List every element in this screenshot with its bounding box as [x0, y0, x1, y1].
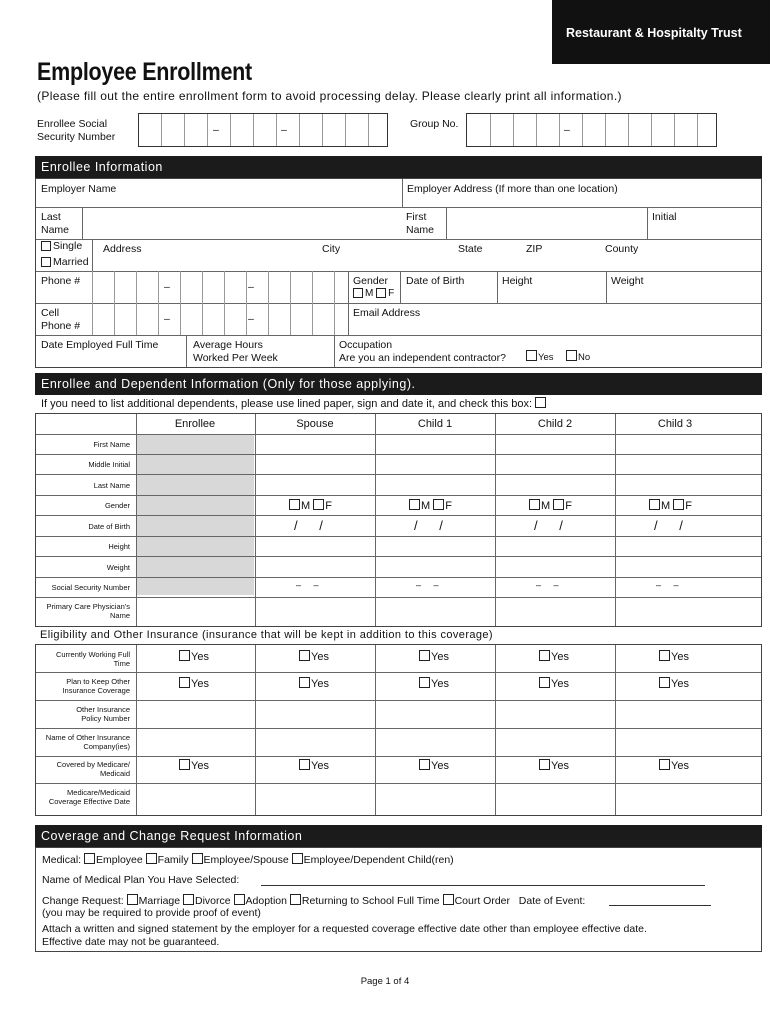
yes-checkbox[interactable]: Yes	[419, 759, 449, 772]
col-enrollee: Enrollee	[174, 418, 216, 430]
eligibility-table	[35, 644, 762, 816]
dependent-table	[35, 413, 762, 627]
spouse-ssn[interactable]: – –	[296, 580, 319, 590]
dependents-note: If you need to list additional dependents, please use lined paper, sign and date it, and check this box:	[41, 397, 547, 411]
change-marriage[interactable]: Marriage	[127, 895, 180, 907]
avg-hours-label: Average Hours Worked Per Week	[193, 339, 278, 364]
event-date-line[interactable]	[609, 905, 711, 906]
employer-address-label: Employer Address (If more than one location)	[407, 183, 618, 195]
medical-employee-children[interactable]: Employee/Dependent Child(ren)	[292, 854, 454, 866]
cell-dash: –	[164, 313, 170, 325]
group-dash: –	[564, 124, 570, 136]
spouse-dob[interactable]: / /	[294, 518, 323, 533]
row-height: Height	[108, 542, 130, 551]
row-middle-initial: Middle Initial	[88, 460, 130, 469]
child3-ssn[interactable]: – –	[656, 580, 679, 590]
yes-checkbox[interactable]: Yes	[539, 759, 569, 772]
change-request-row: Change Request: Marriage Divorce Adoption Returning to School Full Time Court Order Date of Event:	[42, 895, 586, 907]
phone-dash: –	[248, 281, 254, 293]
first-name-label: First Name	[406, 211, 435, 236]
contractor-question: Are you an independent contractor?	[339, 352, 506, 364]
org-name: Restaurant & Hospitalty Trust	[566, 26, 742, 40]
yes-checkbox[interactable]: Yes	[179, 650, 209, 663]
row-first-name: First Name	[93, 440, 130, 449]
contractor-no[interactable]: No	[566, 350, 590, 364]
ssn-dash: –	[281, 124, 287, 136]
yes-checkbox[interactable]: Yes	[299, 677, 329, 690]
medical-employee[interactable]: Employee	[84, 854, 143, 866]
row-physician: Primary Care Physician's Name	[46, 602, 130, 620]
spouse-gender[interactable]: M F	[289, 499, 332, 512]
page-number: Page 1 of 4	[360, 976, 410, 987]
row-keep-other-insurance: Plan to Keep Other Insurance Coverage	[62, 677, 130, 695]
page-subtitle: (Please fill out the entire enrollment form to avoid processing delay. Please clearly print all information.)	[37, 89, 622, 103]
yes-checkbox[interactable]: Yes	[659, 650, 689, 663]
phone-dash: –	[164, 281, 170, 293]
medical-options-row: Medical: Employee Family Employee/Spouse Employee/Dependent Child(ren)	[42, 854, 454, 866]
trust-banner	[552, 0, 770, 64]
ssn-dash: –	[213, 124, 219, 136]
additional-dependents-checkbox[interactable]	[535, 397, 546, 408]
child1-gender[interactable]: M F	[409, 499, 452, 512]
child1-ssn[interactable]: – –	[416, 580, 439, 590]
child1-dob[interactable]: / /	[414, 518, 443, 533]
section-eligibility: Eligibility and Other Insurance (insurance that will be kept in addition to this coverage)	[40, 629, 494, 641]
medical-family[interactable]: Family	[146, 854, 189, 866]
county-label: County	[605, 243, 639, 255]
child2-gender[interactable]: M F	[529, 499, 572, 512]
yes-checkbox[interactable]: Yes	[419, 650, 449, 663]
row-ssn: Social Security Number	[51, 583, 130, 592]
row-medicare-effective-date: Medicare/Medicaid Coverage Effective Date	[48, 788, 130, 806]
row-date-of-birth: Date of Birth	[88, 522, 130, 531]
section-coverage: Coverage and Change Request Information	[35, 825, 762, 847]
section-enrollee-information: Enrollee Information	[35, 156, 762, 178]
city-label: City	[322, 243, 341, 255]
coverage-box	[35, 847, 762, 952]
phone-label: Phone #	[41, 275, 81, 287]
group-label: Group No.	[410, 118, 459, 130]
dob-label: Date of Birth	[406, 275, 465, 287]
single-option[interactable]: Single	[41, 240, 82, 253]
cell-phone-label: Cell Phone #	[41, 307, 81, 332]
attach-note-2: Effective date may not be guaranteed.	[42, 936, 220, 948]
child3-dob[interactable]: / /	[654, 518, 683, 533]
plan-name-line[interactable]	[261, 885, 705, 886]
section-dependent-information: Enrollee and Dependent Information (Only for those applying).	[35, 373, 762, 395]
contractor-yes[interactable]: Yes	[526, 350, 554, 364]
page-title: Employee Enrollment	[37, 58, 252, 86]
row-medicare-medicaid: Covered by Medicare/ Medicaid	[56, 760, 130, 778]
employer-name-label: Employer Name	[41, 183, 117, 195]
address-label: Address	[103, 243, 142, 255]
row-last-name: Last Name	[93, 481, 130, 490]
row-weight: Weight	[106, 563, 130, 572]
yes-checkbox[interactable]: Yes	[179, 759, 209, 772]
change-returning-school[interactable]: Returning to School Full Time	[290, 895, 440, 907]
initial-label: Initial	[652, 211, 677, 223]
change-court-order[interactable]: Court Order	[443, 895, 510, 907]
height-label: Height	[502, 275, 533, 287]
plan-name-label: Name of Medical Plan You Have Selected:	[42, 874, 240, 886]
medical-employee-spouse[interactable]: Employee/Spouse	[192, 854, 289, 866]
last-name-label: Last Name	[41, 211, 70, 236]
proof-note: (you may be required to provide proof of event)	[42, 907, 261, 919]
gender-label: Gender	[353, 275, 389, 287]
col-spouse: Spouse	[296, 418, 334, 430]
ssn-label: Enrollee Social Security Number	[37, 118, 116, 143]
row-other-insurance-company: Name of Other Insurance Company(ies)	[45, 733, 130, 751]
yes-checkbox[interactable]: Yes	[299, 759, 329, 772]
row-gender: Gender	[104, 501, 130, 510]
yes-checkbox[interactable]: Yes	[299, 650, 329, 663]
zip-label: ZIP	[526, 243, 543, 255]
col-child-1: Child 1	[417, 418, 453, 430]
col-child-2: Child 2	[537, 418, 573, 430]
row-working-full-time: Currently Working Full Time	[55, 650, 130, 668]
change-adoption[interactable]: Adoption	[234, 895, 287, 907]
change-divorce[interactable]: Divorce	[183, 895, 231, 907]
row-other-policy-number: Other Insurance Policy Number	[76, 705, 130, 723]
yes-checkbox[interactable]: Yes	[419, 677, 449, 690]
state-label: State	[458, 243, 483, 255]
email-label: Email Address	[353, 307, 421, 319]
weight-label: Weight	[611, 275, 644, 287]
yes-checkbox[interactable]: Yes	[539, 650, 569, 663]
cell-dash: –	[248, 313, 254, 325]
gender-options[interactable]: M F	[353, 287, 394, 300]
child2-ssn[interactable]: – –	[536, 580, 559, 590]
attach-note-1: Attach a written and signed statement by the employer for a requested coverage effective date other than employee effective date.	[42, 923, 647, 935]
date-employed-label: Date Employed Full Time	[41, 339, 159, 351]
col-child-3: Child 3	[657, 418, 693, 430]
enrollee-info-table	[35, 178, 762, 368]
occupation-label: Occupation	[339, 339, 393, 351]
child2-dob[interactable]: / /	[534, 518, 563, 533]
group-number-input[interactable]	[466, 113, 717, 147]
yes-checkbox[interactable]: Yes	[539, 677, 569, 690]
yes-checkbox[interactable]: Yes	[659, 677, 689, 690]
event-date-label: Date of Event:	[518, 895, 586, 907]
child3-gender[interactable]: M F	[649, 499, 692, 512]
ssn-input[interactable]	[138, 113, 388, 147]
married-option[interactable]: Married	[41, 256, 89, 269]
yes-checkbox[interactable]: Yes	[659, 759, 689, 772]
yes-checkbox[interactable]: Yes	[179, 677, 209, 690]
